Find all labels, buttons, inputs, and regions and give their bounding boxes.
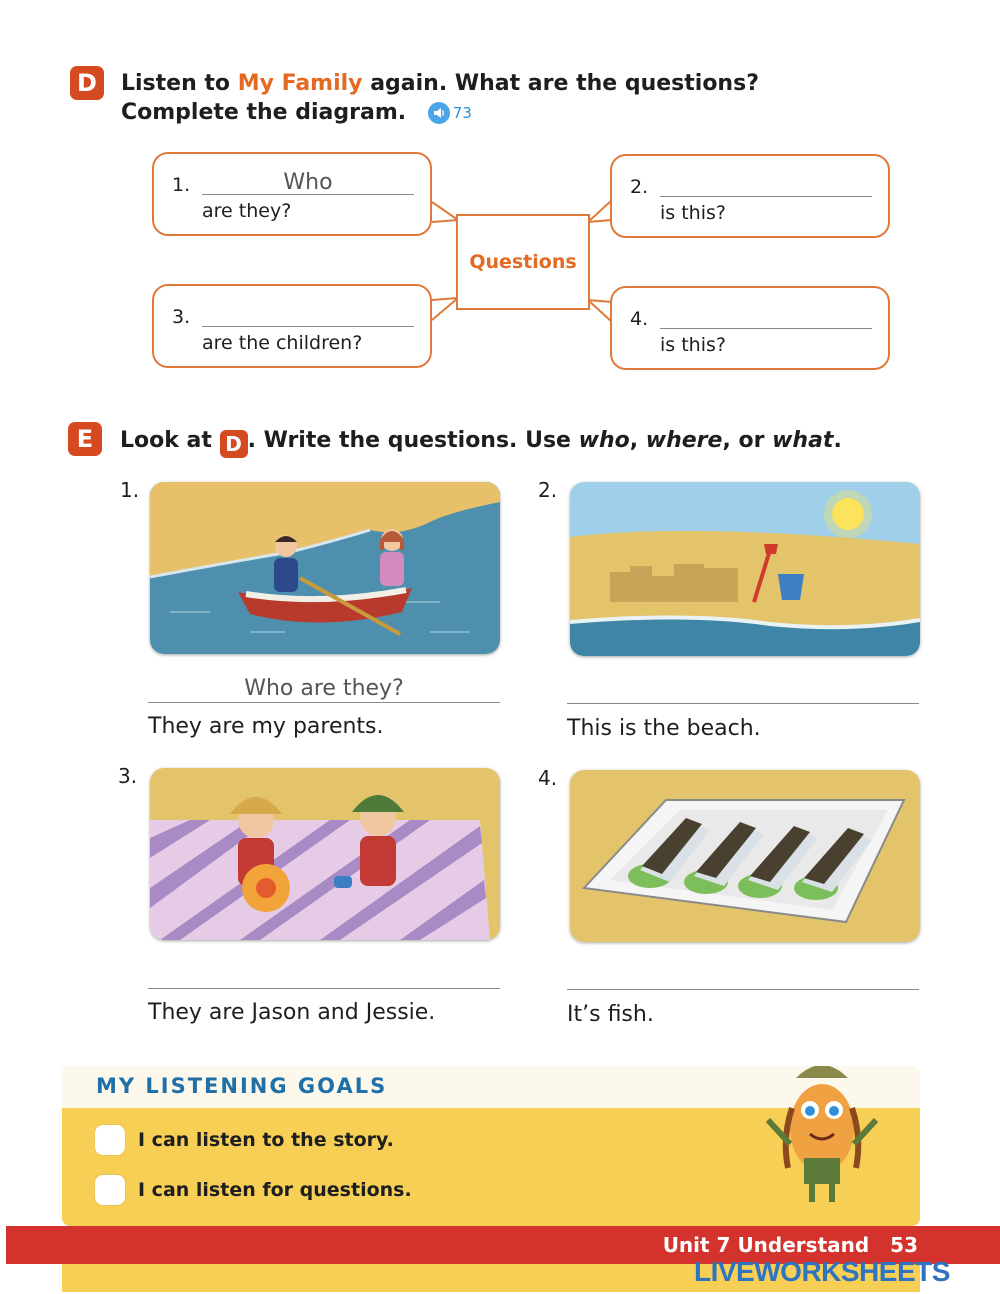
answer-line [202,194,414,195]
answer-sentence-1: They are my parents. [148,714,384,739]
goals-title: MY LISTENING GOALS [96,1074,388,1098]
goal-item-1 [94,1124,394,1156]
item-number: 2. [538,478,558,502]
picture-beach [570,482,920,656]
question-bubble-3 [152,284,432,368]
answer-line [202,326,414,327]
goal-label-1: I can listen to the story. [138,1129,394,1151]
footer-label [663,1233,918,1257]
goal-label-2: I can listen for questions. [138,1179,412,1201]
bubble-number: 4. [630,308,649,330]
liveworksheets-watermark: LIVEWORKSHEETS [694,1256,950,1287]
mascot-character [762,1066,882,1208]
question-bubble-4 [610,286,890,370]
bubble-number: 1. [172,174,191,196]
footer-page-number: 53 [890,1233,918,1257]
goal-checkbox-1[interactable] [94,1124,126,1156]
picture-children [150,768,500,940]
footer-section: Understand [737,1233,870,1257]
section-e-badge: E [68,422,102,456]
separator: , or [722,428,773,453]
word-where: where [645,428,723,453]
section-e-instruction [120,426,842,458]
audio-track-number: 73 [452,103,472,122]
instruction-text-pre: Listen to [121,71,238,96]
bubble-number: 2. [630,176,649,198]
questions-center-box: Questions [456,214,590,310]
answer-sentence-4: It’s fish. [567,1002,654,1027]
listening-goals-card [62,1066,920,1226]
answer-line-1 [148,702,500,703]
bubble-text: is this? [660,334,726,356]
question-bubble-1 [152,152,432,236]
answer-line-2 [567,703,919,704]
answer-line [660,196,872,197]
word-what: what [772,428,834,453]
bubble-answer-field[interactable]: Who [283,170,333,195]
ref-badge: D [220,430,248,458]
bubble-number: 3. [172,306,191,328]
goal-checkbox-2[interactable] [94,1174,126,1206]
instruction-text-post: again. What are the questions? [362,71,759,96]
picture-fish [570,770,920,942]
word-who: who [578,428,630,453]
goal-item-2 [94,1174,412,1206]
question-bubble-2 [610,154,890,238]
answer-sentence-3: They are Jason and Jessie. [148,1000,436,1025]
answer-sentence-2: This is the beach. [567,716,761,741]
instruction-text-pre: Look at [120,428,220,453]
footer-unit: Unit 7 [662,1233,731,1257]
item-number: 3. [118,764,138,788]
answer-line [660,328,872,329]
answer-line-3 [148,988,500,989]
bubble-text: are the children? [202,332,363,354]
answer-field-1[interactable]: Who are they? [244,676,404,701]
separator: , [629,428,646,453]
item-number: 4. [538,766,558,790]
bubble-text: is this? [660,202,726,224]
instruction-line2: Complete the diagram. [121,100,407,125]
answer-line-4 [567,989,919,990]
story-title: My Family [237,71,363,96]
item-number: 1. [120,478,140,502]
instruction-text-mid: . Write the questions. Use [247,428,579,453]
instruction-end: . [833,428,842,453]
picture-boat [150,482,500,654]
section-d-badge: D [70,66,104,100]
bubble-text: are they? [202,200,292,222]
